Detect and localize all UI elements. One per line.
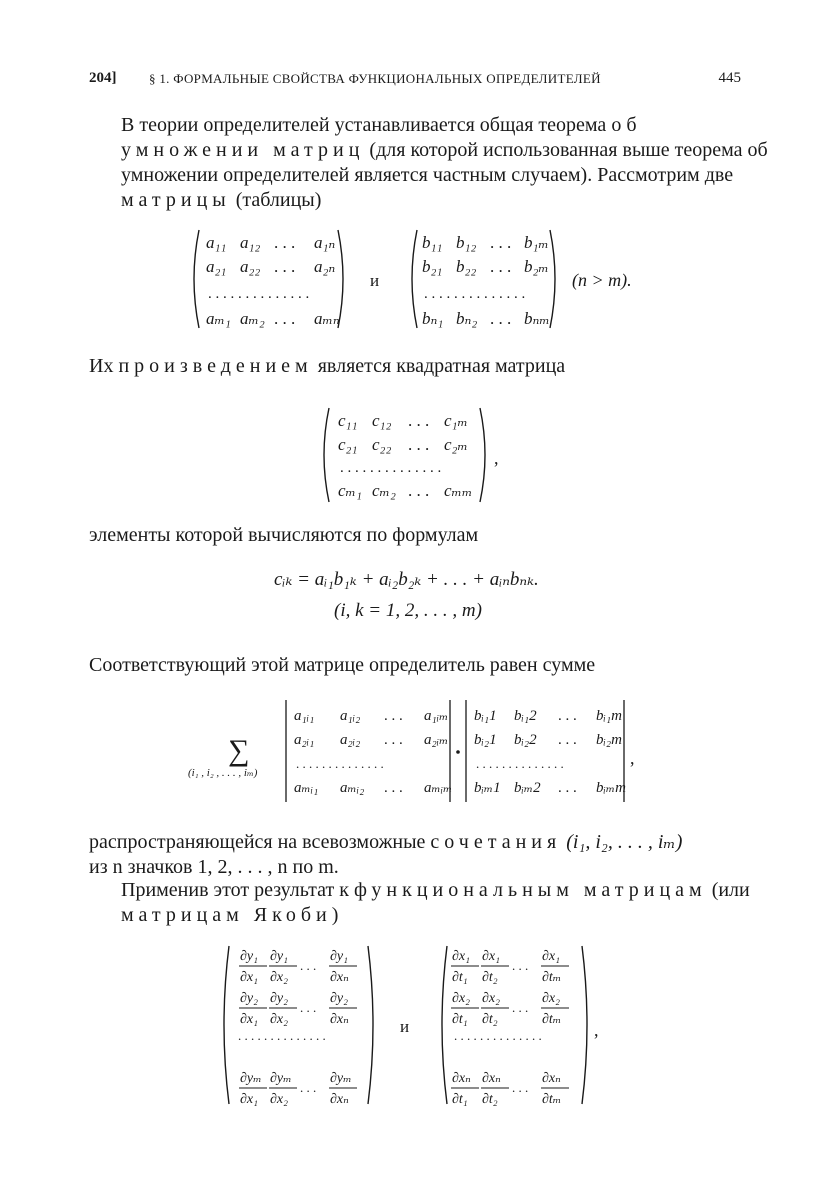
- jacobian-y-denominator: ∂x₂: [270, 1092, 288, 1107]
- running-title: § 1. ФОРМАЛЬНЫЕ СВОЙСТВА ФУНКЦИОНАЛЬНЫХ ОПРЕДЕЛИТЕЛЕЙ: [149, 71, 601, 86]
- jacobian-x-numerator: ∂x₂: [452, 991, 470, 1006]
- jacobian-y-denominator: ∂x₁: [240, 970, 258, 985]
- jacobian-x-numerator: ∂x₂: [542, 991, 560, 1006]
- condition-n-greater-m: (n > m).: [572, 270, 632, 290]
- determinant-b-entry: . . .: [558, 708, 577, 724]
- left-paren: [442, 946, 447, 1104]
- text-run: Применив этот результат к: [121, 879, 354, 901]
- determinant-b-entry: bᵢₘ1: [474, 780, 501, 796]
- jacobian-y-denominator: ∂x₂: [270, 1012, 288, 1027]
- text-run: Их: [89, 355, 119, 377]
- page-number: 445: [718, 70, 741, 86]
- matrix-c-entry: cₘ₂: [372, 481, 396, 500]
- jacobian-y-numerator: ∂yₘ: [240, 1071, 262, 1086]
- determinant-a-entry: a₁ᵢₘ: [424, 708, 449, 724]
- matrix-b-entry: . . .: [490, 309, 512, 328]
- jacobian-x-denominator: ∂t₂: [482, 1092, 498, 1107]
- spaced-term: функциональным матрицам: [353, 879, 707, 901]
- cdots: . . .: [300, 1080, 317, 1095]
- determinant-a-entry: aₘᵢ₁: [294, 780, 319, 796]
- matrix-a-dots-row: . . . . . . . . . . . . . .: [208, 286, 310, 302]
- product-dot: [456, 750, 460, 754]
- determinant-a-entry: aₘᵢₘ: [424, 780, 453, 796]
- matrix-c-entry: . . .: [408, 435, 430, 454]
- determinant-b-entry: bᵢₘ2: [514, 780, 541, 796]
- matrix-b-entry: bₙ₁: [422, 309, 444, 328]
- paragraph-combinations: [89, 830, 741, 880]
- jacobian-x-denominator: ∂t₁: [452, 970, 468, 985]
- equation-matrix-c: [320, 404, 520, 504]
- spaced-term: матрицы: [121, 189, 231, 211]
- matrix-c-entry: . . .: [408, 481, 430, 500]
- jacobian-y-denominator: ∂xₙ: [330, 970, 349, 985]
- cdots: . . .: [300, 958, 317, 973]
- jacobian-y-denominator: ∂x₁: [240, 1012, 258, 1027]
- matrix-a-entry: . . .: [274, 257, 296, 276]
- paragraph-determinant: Соответствующий этой матрице определитель равен сумме: [89, 654, 596, 676]
- matrix-b-entry: b₂₁: [422, 257, 443, 276]
- matrix-a-entry: a₂ₙ: [314, 257, 336, 276]
- paragraph-product: [89, 354, 741, 379]
- determinant-b-entry: bᵢ₁2: [514, 708, 537, 724]
- matrix-b-entry: b₂ₘ: [524, 257, 549, 276]
- matrix-a-entry: a₁₁: [206, 233, 227, 252]
- formula-cik: cᵢₖ = aᵢ₁b₁ₖ + aᵢ₂b₂ₖ + . . . + aᵢₙbₙₖ.: [274, 569, 539, 590]
- equation-cauchy-binet-sum: [188, 694, 648, 808]
- matrix-c-entry: . . .: [408, 411, 430, 430]
- text-run: из n значков 1, 2, . . . , n по m.: [89, 856, 339, 878]
- sum-sign: ∑: [228, 734, 250, 767]
- matrix-a-entry: a₁ₙ: [314, 233, 336, 252]
- determinant-a-entry: a₁ᵢ₁: [294, 708, 315, 724]
- comma: ,: [594, 1020, 599, 1040]
- equation-matrices-a-b: [190, 226, 670, 332]
- matrix-b-entry: b₁ₘ: [524, 233, 549, 252]
- determinant-a-dots-row: . . . . . . . . . . . . . .: [296, 756, 384, 771]
- jacobian-y-denominator: ∂x₁: [240, 1092, 258, 1107]
- jacobian-y-numerator: ∂y₁: [240, 949, 258, 964]
- jacobian-y-denominator: ∂x₂: [270, 970, 288, 985]
- jacobian-x-denominator: ∂t₁: [452, 1012, 468, 1027]
- determinant-b-entry: . . .: [558, 732, 577, 748]
- jacobian-x-denominator: ∂t₁: [452, 1092, 468, 1107]
- text-run: распространяющейся на всевозможные: [89, 831, 431, 853]
- determinant-a-entry: a₂ᵢ₂: [340, 732, 361, 748]
- jacobian-y-numerator: ∂yₘ: [330, 1071, 352, 1086]
- text-run: (или: [706, 879, 750, 901]
- left-paren: [224, 946, 229, 1104]
- matrix-b-entry: b₁₁: [422, 233, 443, 252]
- jacobian-x-numerator: ∂x₁: [542, 949, 560, 964]
- determinant-b-entry: bᵢₘm: [596, 780, 626, 796]
- spaced-term: матрицам Якоби: [121, 904, 332, 926]
- determinant-b-entry: bᵢ₂1: [474, 732, 497, 748]
- conjunction-and: и: [370, 271, 380, 290]
- determinant-b-entry: bᵢ₁m: [596, 708, 622, 724]
- jacobian-x-numerator: ∂x₂: [482, 991, 500, 1006]
- jacobian-y-denominator: ∂xₙ: [330, 1012, 349, 1027]
- matrix-c-entry: c₁₂: [372, 411, 392, 430]
- determinant-a-entry: aₘᵢ₂: [340, 780, 365, 796]
- jacobian-x-numerator: ∂xₙ: [452, 1071, 471, 1086]
- jacobian-y-numerator: ∂y₁: [330, 949, 348, 964]
- jacobian-x-numerator: ∂xₙ: [542, 1071, 561, 1086]
- jacobian-x-denominator: ∂t₂: [482, 970, 498, 985]
- matrix-c-entry: c₂₁: [338, 435, 358, 454]
- paragraph-matrix-multiplication: [89, 113, 773, 213]
- determinant-a-entry: . . .: [384, 780, 403, 796]
- text-run: В теории определителей устанавливается общая теорема: [121, 114, 612, 136]
- matrix-b-entry: . . .: [490, 257, 512, 276]
- matrix-a-entry: a₂₁: [206, 257, 227, 276]
- matrix-c-entry: c₂₂: [372, 435, 392, 454]
- jacobian-y-numerator: ∂y₂: [330, 991, 348, 1006]
- conjunction-and: и: [400, 1017, 410, 1036]
- matrix-b-entry: b₁₂: [456, 233, 477, 252]
- page-header: [89, 70, 741, 94]
- determinant-b-dots-row: . . . . . . . . . . . . . .: [476, 756, 564, 771]
- determinant-b-entry: bᵢ₂2: [514, 732, 537, 748]
- spaced-term: сочетания: [430, 831, 562, 853]
- sum-index: (i₁ , i₂ , . . . , iₘ): [188, 767, 258, 779]
- comma: ,: [494, 448, 499, 468]
- cdots: . . .: [512, 958, 529, 973]
- left-paren: [412, 230, 417, 328]
- jacobian-x-denominator: ∂tₘ: [542, 970, 562, 985]
- jacobian-y-numerator: ∂y₁: [270, 949, 288, 964]
- jacobian-y-denominator: ∂xₙ: [330, 1092, 349, 1107]
- matrix-a-entry: aₘ₂: [240, 309, 265, 328]
- determinant-a-entry: a₂ᵢₘ: [424, 732, 449, 748]
- matrix-b-entry: bₙ₂: [456, 309, 478, 328]
- right-paren: [550, 230, 555, 328]
- matrix-a-entry: a₁₂: [240, 233, 261, 252]
- determinant-a-entry: . . .: [384, 732, 403, 748]
- matrix-b-entry: . . .: [490, 233, 512, 252]
- equation-jacobian-matrices: [220, 940, 620, 1110]
- jacobian-y-dots-row: . . . . . . . . . . . . . .: [238, 1028, 326, 1043]
- right-paren: [480, 408, 485, 502]
- spaced-term: об умножении матриц: [121, 114, 642, 161]
- jacobian-x-denominator: ∂t₂: [482, 1012, 498, 1027]
- matrix-b-dots-row: . . . . . . . . . . . . . .: [424, 286, 526, 302]
- matrix-a-entry: . . .: [274, 309, 296, 328]
- comma: ,: [630, 748, 635, 768]
- left-paren: [194, 230, 199, 328]
- text-run: (таблицы): [230, 189, 322, 211]
- determinant-b-entry: . . .: [558, 780, 577, 796]
- jacobian-y-numerator: ∂y₂: [270, 991, 288, 1006]
- matrix-a-entry: . . .: [274, 233, 296, 252]
- text-run: (i₁, i₂, . . . , iₘ): [561, 831, 683, 853]
- jacobian-x-numerator: ∂x₁: [482, 949, 500, 964]
- jacobian-x-numerator: ∂x₁: [452, 949, 470, 964]
- jacobian-x-denominator: ∂tₘ: [542, 1092, 562, 1107]
- matrix-c-entry: cₘₘ: [444, 481, 473, 500]
- cdots: . . .: [512, 1000, 529, 1015]
- matrix-b-entry: b₂₂: [456, 257, 477, 276]
- matrix-c-entry: c₁₁: [338, 411, 358, 430]
- matrix-a-entry: aₘₙ: [314, 309, 340, 328]
- spaced-term: произведением: [118, 355, 313, 377]
- jacobian-x-dots-row: . . . . . . . . . . . . . .: [454, 1028, 542, 1043]
- section-page-ref: 204]: [89, 70, 117, 86]
- left-paren: [324, 408, 329, 502]
- matrix-b-entry: bₙₘ: [524, 309, 550, 328]
- text-run: ): [331, 904, 339, 926]
- text-run: (для которой использованная выше теорема об умножении определителей является частным случаем). Рассмотрим две: [121, 139, 768, 186]
- jacobian-y-numerator: ∂yₘ: [270, 1071, 292, 1086]
- jacobian-x-denominator: ∂tₘ: [542, 1012, 562, 1027]
- right-paren: [582, 946, 587, 1104]
- matrix-c-entry: cₘ₁: [338, 481, 362, 500]
- jacobian-y-numerator: ∂y₂: [240, 991, 258, 1006]
- matrix-c-entry: c₁ₘ: [444, 411, 468, 430]
- matrix-a-entry: aₘ₁: [206, 309, 231, 328]
- determinant-a-entry: a₁ᵢ₂: [340, 708, 361, 724]
- text-run: является квадратная матрица: [312, 355, 566, 377]
- cdots: . . .: [300, 1000, 317, 1015]
- matrix-a-entry: a₂₂: [240, 257, 261, 276]
- determinant-b-entry: bᵢ₂m: [596, 732, 622, 748]
- right-paren: [368, 946, 373, 1104]
- cdots: . . .: [512, 1080, 529, 1095]
- determinant-b-entry: bᵢ₁1: [474, 708, 497, 724]
- jacobian-x-numerator: ∂xₙ: [482, 1071, 501, 1086]
- determinant-a-entry: a₂ᵢ₁: [294, 732, 315, 748]
- paragraph-elements: элементы которой вычисляются по формулам: [89, 524, 479, 546]
- matrix-c-entry: c₂ₘ: [444, 435, 468, 454]
- paragraph-jacobi: [89, 878, 773, 928]
- determinant-a-entry: . . .: [384, 708, 403, 724]
- matrix-c-dots-row: . . . . . . . . . . . . . .: [340, 460, 442, 476]
- formula-range: (i, k = 1, 2, . . . , m): [334, 600, 482, 621]
